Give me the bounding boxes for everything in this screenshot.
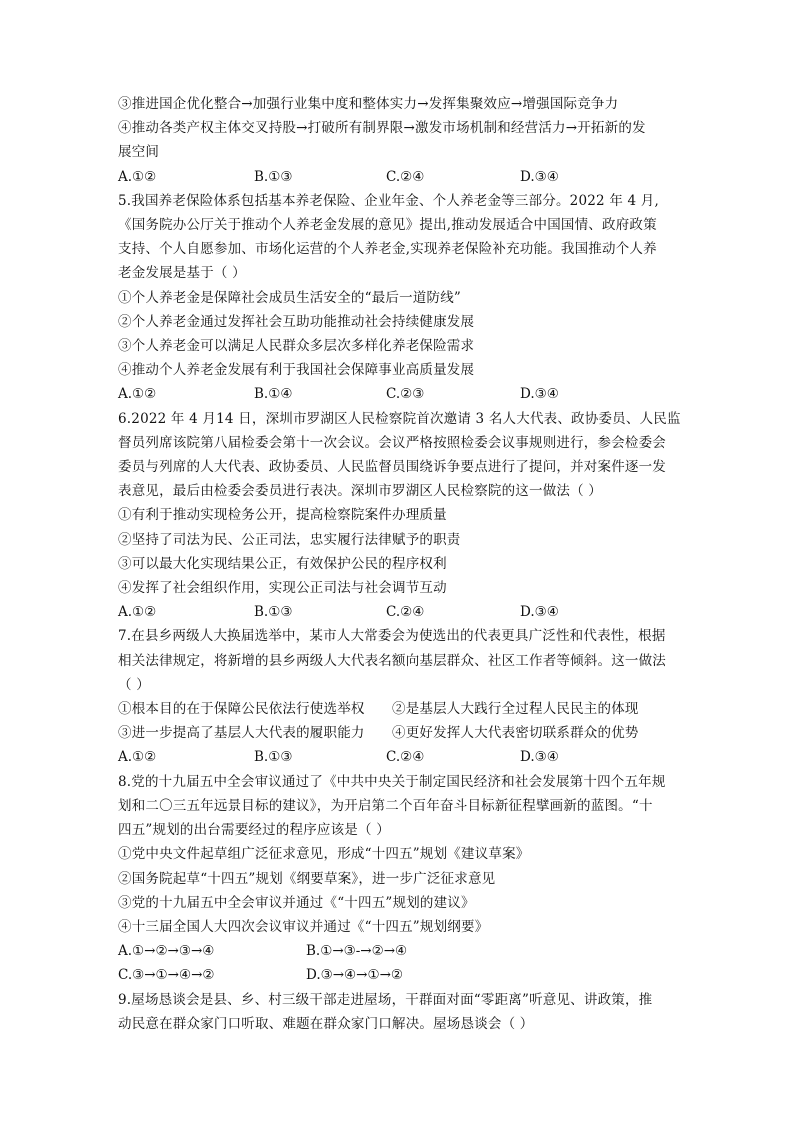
q4-options bbox=[118, 165, 678, 189]
q8-option-c: C.③→①→④→② bbox=[118, 967, 215, 984]
q8-stem-2: 划和二〇三五年远景目标的建议》，为开启第二个百年奋斗目标新征程擘画新的蓝图。“十 bbox=[118, 797, 653, 814]
q6-stem-4: 表意见，最后由检委会委员进行表决。深圳市罗湖区人民检察院的这一做法（ ） bbox=[118, 483, 602, 500]
q8-item-2: ②国务院起草“十四五”规划《纲要草案》，进一步广泛征求意见 bbox=[118, 870, 496, 887]
q7-items-row-2 bbox=[118, 721, 678, 745]
q7-options bbox=[118, 745, 678, 769]
q5-option-b: B.①④ bbox=[254, 386, 293, 403]
q8-option-d: D.③→④→①→② bbox=[306, 967, 403, 984]
exam-page bbox=[118, 92, 681, 1036]
q8-item-3: ③党的十九届五中全会审议并通过《“十四五”规划的建议》 bbox=[118, 894, 475, 911]
q5-stem-1: 5.我国养老保险体系包括基本养老保险、企业年金、个人养老金等三部分。2022 年 4 月, bbox=[118, 192, 659, 209]
q5-item-4: ④推动个人养老金发展有利于我国社会保障事业高质量发展 bbox=[118, 362, 475, 379]
q5-option-d: D.③④ bbox=[520, 386, 559, 403]
q6-item-3: ③可以最大化实现结果公正，有效保护公民的程序权利 bbox=[118, 555, 447, 572]
q9-stem-2: 动民意在群众家门口听取、难题在群众家门口解决。屋场恳谈会（ ） bbox=[118, 1015, 534, 1032]
q5-item-2: ②个人养老金通过发挥社会互助功能推动社会持续健康发展 bbox=[118, 313, 475, 330]
q7-item-1: ①根本目的在于保障公民依法行使选举权 bbox=[118, 701, 365, 718]
q4-item-4-cont: 展空间 bbox=[118, 144, 160, 161]
q7-item-4: ④更好发挥人大代表密切联系群众的优势 bbox=[392, 725, 639, 742]
q7-item-3: ③进一步提高了基层人大代表的履职能力 bbox=[118, 725, 365, 742]
q6-options bbox=[118, 600, 678, 624]
q7-stem-3: （ ） bbox=[118, 676, 150, 693]
q8-options-row-2 bbox=[118, 963, 678, 987]
q6-option-c: C.②④ bbox=[386, 604, 425, 621]
q5-stem-2: 《国务院办公厅关于推动个人养老金发展的意见》提出,推动发展适合中国国情、政府政策 bbox=[118, 217, 657, 234]
q6-item-2: ②坚持了司法为民、公正司法，忠实履行法律赋予的职责 bbox=[118, 531, 461, 548]
q7-stem-1: 7.在县乡两级人大换届选举中，某市人大常委会为使选出的代表更具广泛性和代表性，根据 bbox=[118, 628, 666, 645]
q6-option-a: A.①② bbox=[118, 604, 157, 621]
q7-item-2: ②是基层人大践行全过程人民民主的体现 bbox=[392, 701, 639, 718]
q8-stem-1: 8.党的十九届五中全会审议通过了《中共中央关于制定国民经济和社会发展第十四个五年规 bbox=[118, 773, 666, 790]
q8-option-b: B.①→③-→②→④ bbox=[306, 943, 408, 960]
q8-item-1: ①党中央文件起草组广泛征求意见，形成“十四五”规划《建议草案》 bbox=[118, 846, 530, 863]
q5-stem-4: 老金发展是基于（ ） bbox=[118, 265, 246, 282]
q6-item-4: ④发挥了社会组织作用，实现公正司法与社会调节互动 bbox=[118, 580, 447, 597]
q6-option-b: B.①③ bbox=[254, 604, 293, 621]
q6-stem-2: 督员列席该院第八届检委会第十一次会议。会议严格按照检委会议事规则进行，参会检委会 bbox=[118, 434, 666, 451]
q6-option-d: D.③④ bbox=[520, 604, 559, 621]
q8-item-4: ④十三届全国人大四次会议审议并通过《“十四五”规划纲要》 bbox=[118, 918, 489, 935]
q8-options-row-1 bbox=[118, 939, 678, 963]
q4-item-4: ④推动各类产权主体交叉持股→打破所有制界限→激发市场机制和经营活力→开拓新的发 bbox=[118, 120, 646, 137]
q5-item-3: ③个人养老金可以满足人民群众多层次多样化养老保险需求 bbox=[118, 338, 475, 355]
q8-option-a: A.①→②→③→④ bbox=[118, 943, 215, 960]
q4-option-c: C.②④ bbox=[386, 168, 425, 185]
q5-option-c: C.②③ bbox=[386, 386, 425, 403]
q7-option-b: B.①③ bbox=[254, 749, 293, 766]
q6-stem-1: 6.2022 年 4 月14 日，深圳市罗湖区人民检察院首次邀请 3 名人大代表、政协委员、人民监 bbox=[118, 410, 681, 427]
q7-items-row-1 bbox=[118, 697, 678, 721]
q4-option-d: D.③④ bbox=[520, 168, 559, 185]
q4-option-a: A.①② bbox=[118, 168, 157, 185]
q6-item-1: ①有利于推动实现检务公开，提高检察院案件办理质量 bbox=[118, 507, 447, 524]
q5-stem-3: 支持、个人自愿参加、市场化运营的个人养老金,实现养老保险补充功能。我国推动个人养 bbox=[118, 241, 657, 258]
q7-option-a: A.①② bbox=[118, 749, 157, 766]
q6-stem-3: 委员与列席的人大代表、政协委员、人民监督员围绕诉争要点进行了提问，并对案件逐一发 bbox=[118, 459, 666, 476]
q7-stem-2: 相关法律规定，将新增的县乡两级人大代表名额向基层群众、社区工作者等倾斜。这一做法 bbox=[118, 652, 666, 669]
q7-option-d: D.③④ bbox=[520, 749, 559, 766]
q5-item-1: ①个人养老金是保障社会成员生活安全的“最后一道防线” bbox=[118, 289, 462, 306]
q7-option-c: C.②④ bbox=[386, 749, 425, 766]
q5-option-a: A.①② bbox=[118, 386, 157, 403]
q8-stem-3: 四五”规划的出台需要经过的程序应该是（ ） bbox=[118, 822, 390, 839]
q4-item-3: ③推进国企优化整合→加强行业集中度和整体实力→发挥集聚效应→增强国际竞争力 bbox=[118, 96, 619, 112]
q4-option-b: B.①③ bbox=[254, 168, 293, 185]
q9-stem-1: 9.屋场恳谈会是县、乡、村三级干部走进屋场，干群面对面“零距离”听意见、讲政策，推 bbox=[118, 991, 653, 1008]
q5-options bbox=[118, 382, 678, 406]
